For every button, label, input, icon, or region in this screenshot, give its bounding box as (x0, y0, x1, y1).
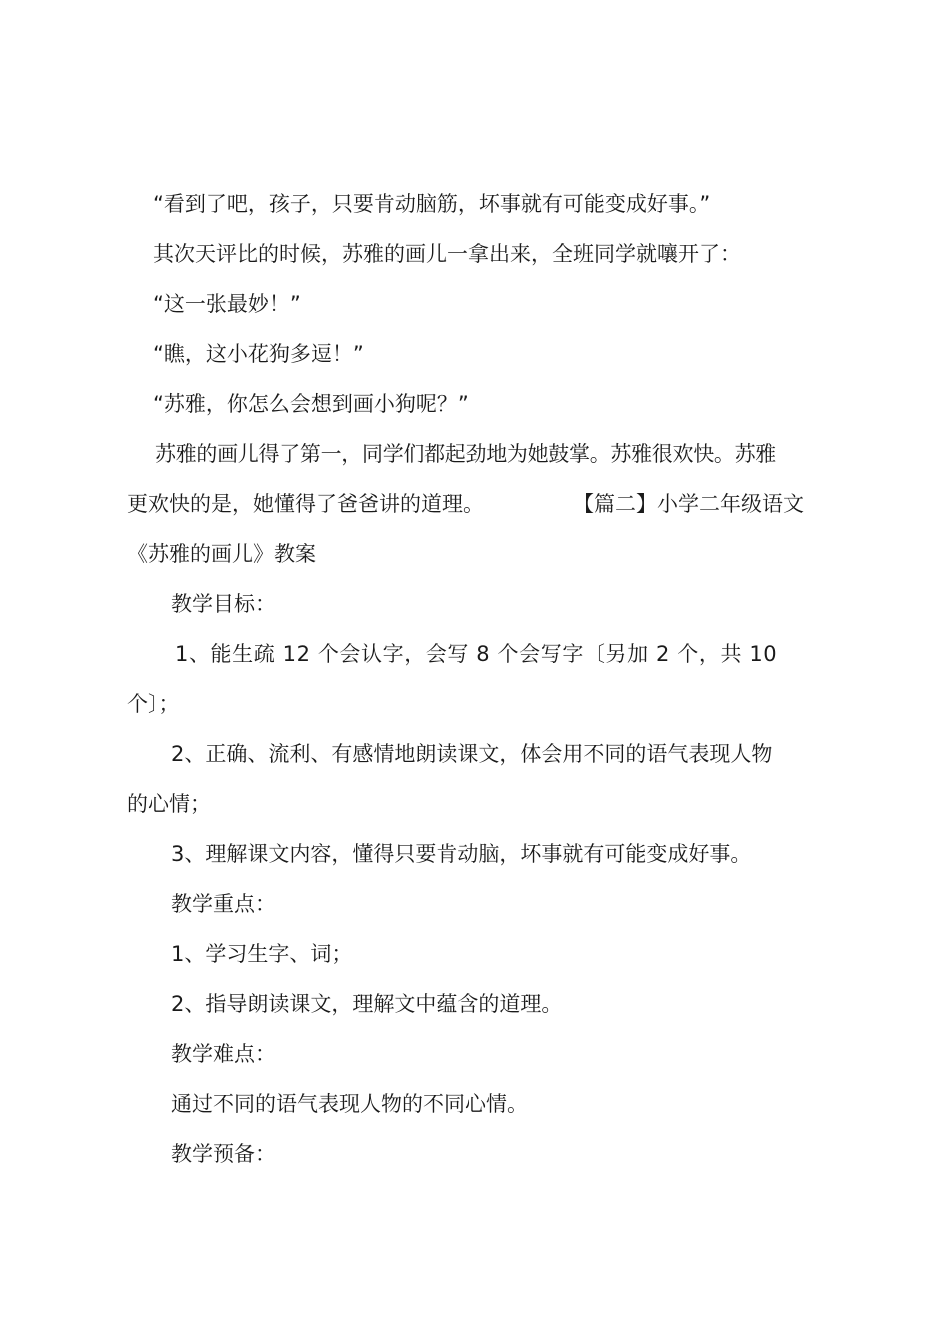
text-line: 通过不同的语气表现人物的不同心情。 (171, 1092, 528, 1116)
text-line: “苏雅，你怎么会想到画小狗呢？” (153, 392, 469, 416)
text-line: 教学预备： (171, 1142, 276, 1166)
text-line: 苏雅的画儿得了第一，同学们都起劲地为她鼓掌。苏雅很欢快。苏雅 (155, 442, 776, 466)
text-line: 教学重点： (171, 892, 276, 916)
text-line: 3、理解课文内容，懂得只要肯动脑，坏事就有可能变成好事。 (171, 842, 752, 866)
text-line: “这一张最妙！” (153, 292, 301, 316)
text-line: 教学难点： (171, 1042, 276, 1066)
text-line: 《苏雅的画儿》教案 (127, 542, 316, 566)
text-line: 更欢快的是，她懂得了爸爸讲的道理。 (127, 492, 484, 516)
text-line: 的心情； (127, 792, 211, 816)
text-line: 2、指导朗读课文，理解文中蕴含的道理。 (171, 992, 563, 1016)
section-heading: 【篇二】小学二年级语文 (573, 492, 804, 516)
text-line: 1、学习生字、词； (171, 942, 353, 966)
text-line: 个〕； (127, 692, 180, 716)
text-line: 2、正确、流利、有感情地朗读课文，体会用不同的语气表现人物 (171, 742, 773, 766)
text-line: 1、能生疏 12 个会认字，会写 8 个会写字〔另加 2 个，共 10 (175, 642, 778, 666)
text-line: “看到了吧，孩子，只要肯动脑筋，坏事就有可能变成好事。” (153, 192, 711, 216)
text-line: “瞧，这小花狗多逗！” (153, 342, 364, 366)
text-line: 其次天评比的时候，苏雅的画儿一拿出来，全班同学就嚷开了： (153, 242, 741, 266)
text-line: 教学目标： (171, 592, 276, 616)
